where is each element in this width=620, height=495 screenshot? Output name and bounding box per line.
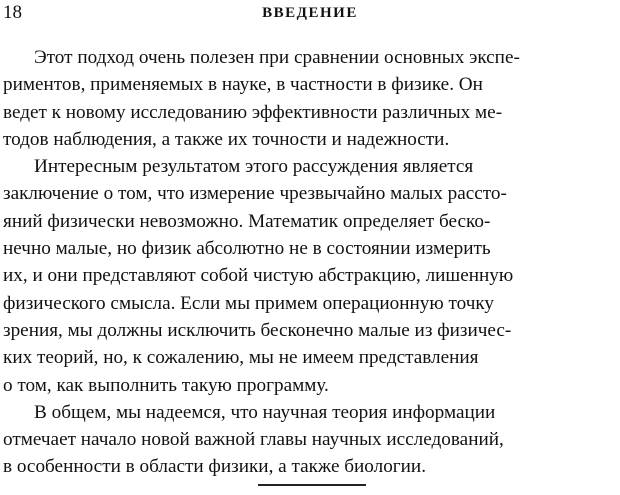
running-title: ВВЕДЕНИЕ xyxy=(262,5,358,21)
text-line: Этот подход очень полезен при сравнении основных экспе- xyxy=(34,47,520,68)
text-line: Интересным результатом этого рассуждения является xyxy=(34,156,474,178)
text-line: ведет к новому исследованию эффективности различных ме- xyxy=(3,101,503,123)
text-line: заключение о том, что измерение чрезвычайно малых рассто- xyxy=(3,183,507,205)
text-line: В общем, мы надеемся, что научная теория информации xyxy=(34,401,496,423)
text-line: ких теорий, но, к сожалению, мы не имеем представления xyxy=(3,347,479,369)
text-line: тодов наблюдения, а также их точности и надежности. xyxy=(3,128,450,150)
footer-rule xyxy=(258,484,366,486)
body-text xyxy=(3,44,607,481)
text-line: отмечает начало новой важной главы научных исследований, xyxy=(3,429,504,451)
text-line: зрения, мы должны исключить бесконечно малые из физичес- xyxy=(3,319,512,341)
page-header xyxy=(0,2,620,24)
page-number: 18 xyxy=(3,2,22,23)
text-line: нечно малые, но физик абсолютно не в состоянии измерить xyxy=(3,238,491,260)
text-line: физического смысла. Если мы примем операционную точку xyxy=(3,292,495,314)
text-line: яний физически невозможно. Математик определяет беско- xyxy=(3,210,491,232)
text-line: о том, как выполнить такую программу. xyxy=(3,374,329,396)
text-line: их, и они представляют собой чистую абстракцию, лишенную xyxy=(3,265,514,287)
text-line: риментов, применяемых в науке, в частности в физике. Он xyxy=(3,74,483,96)
text-line: в особенности в области физики, а также биологии. xyxy=(3,456,426,478)
